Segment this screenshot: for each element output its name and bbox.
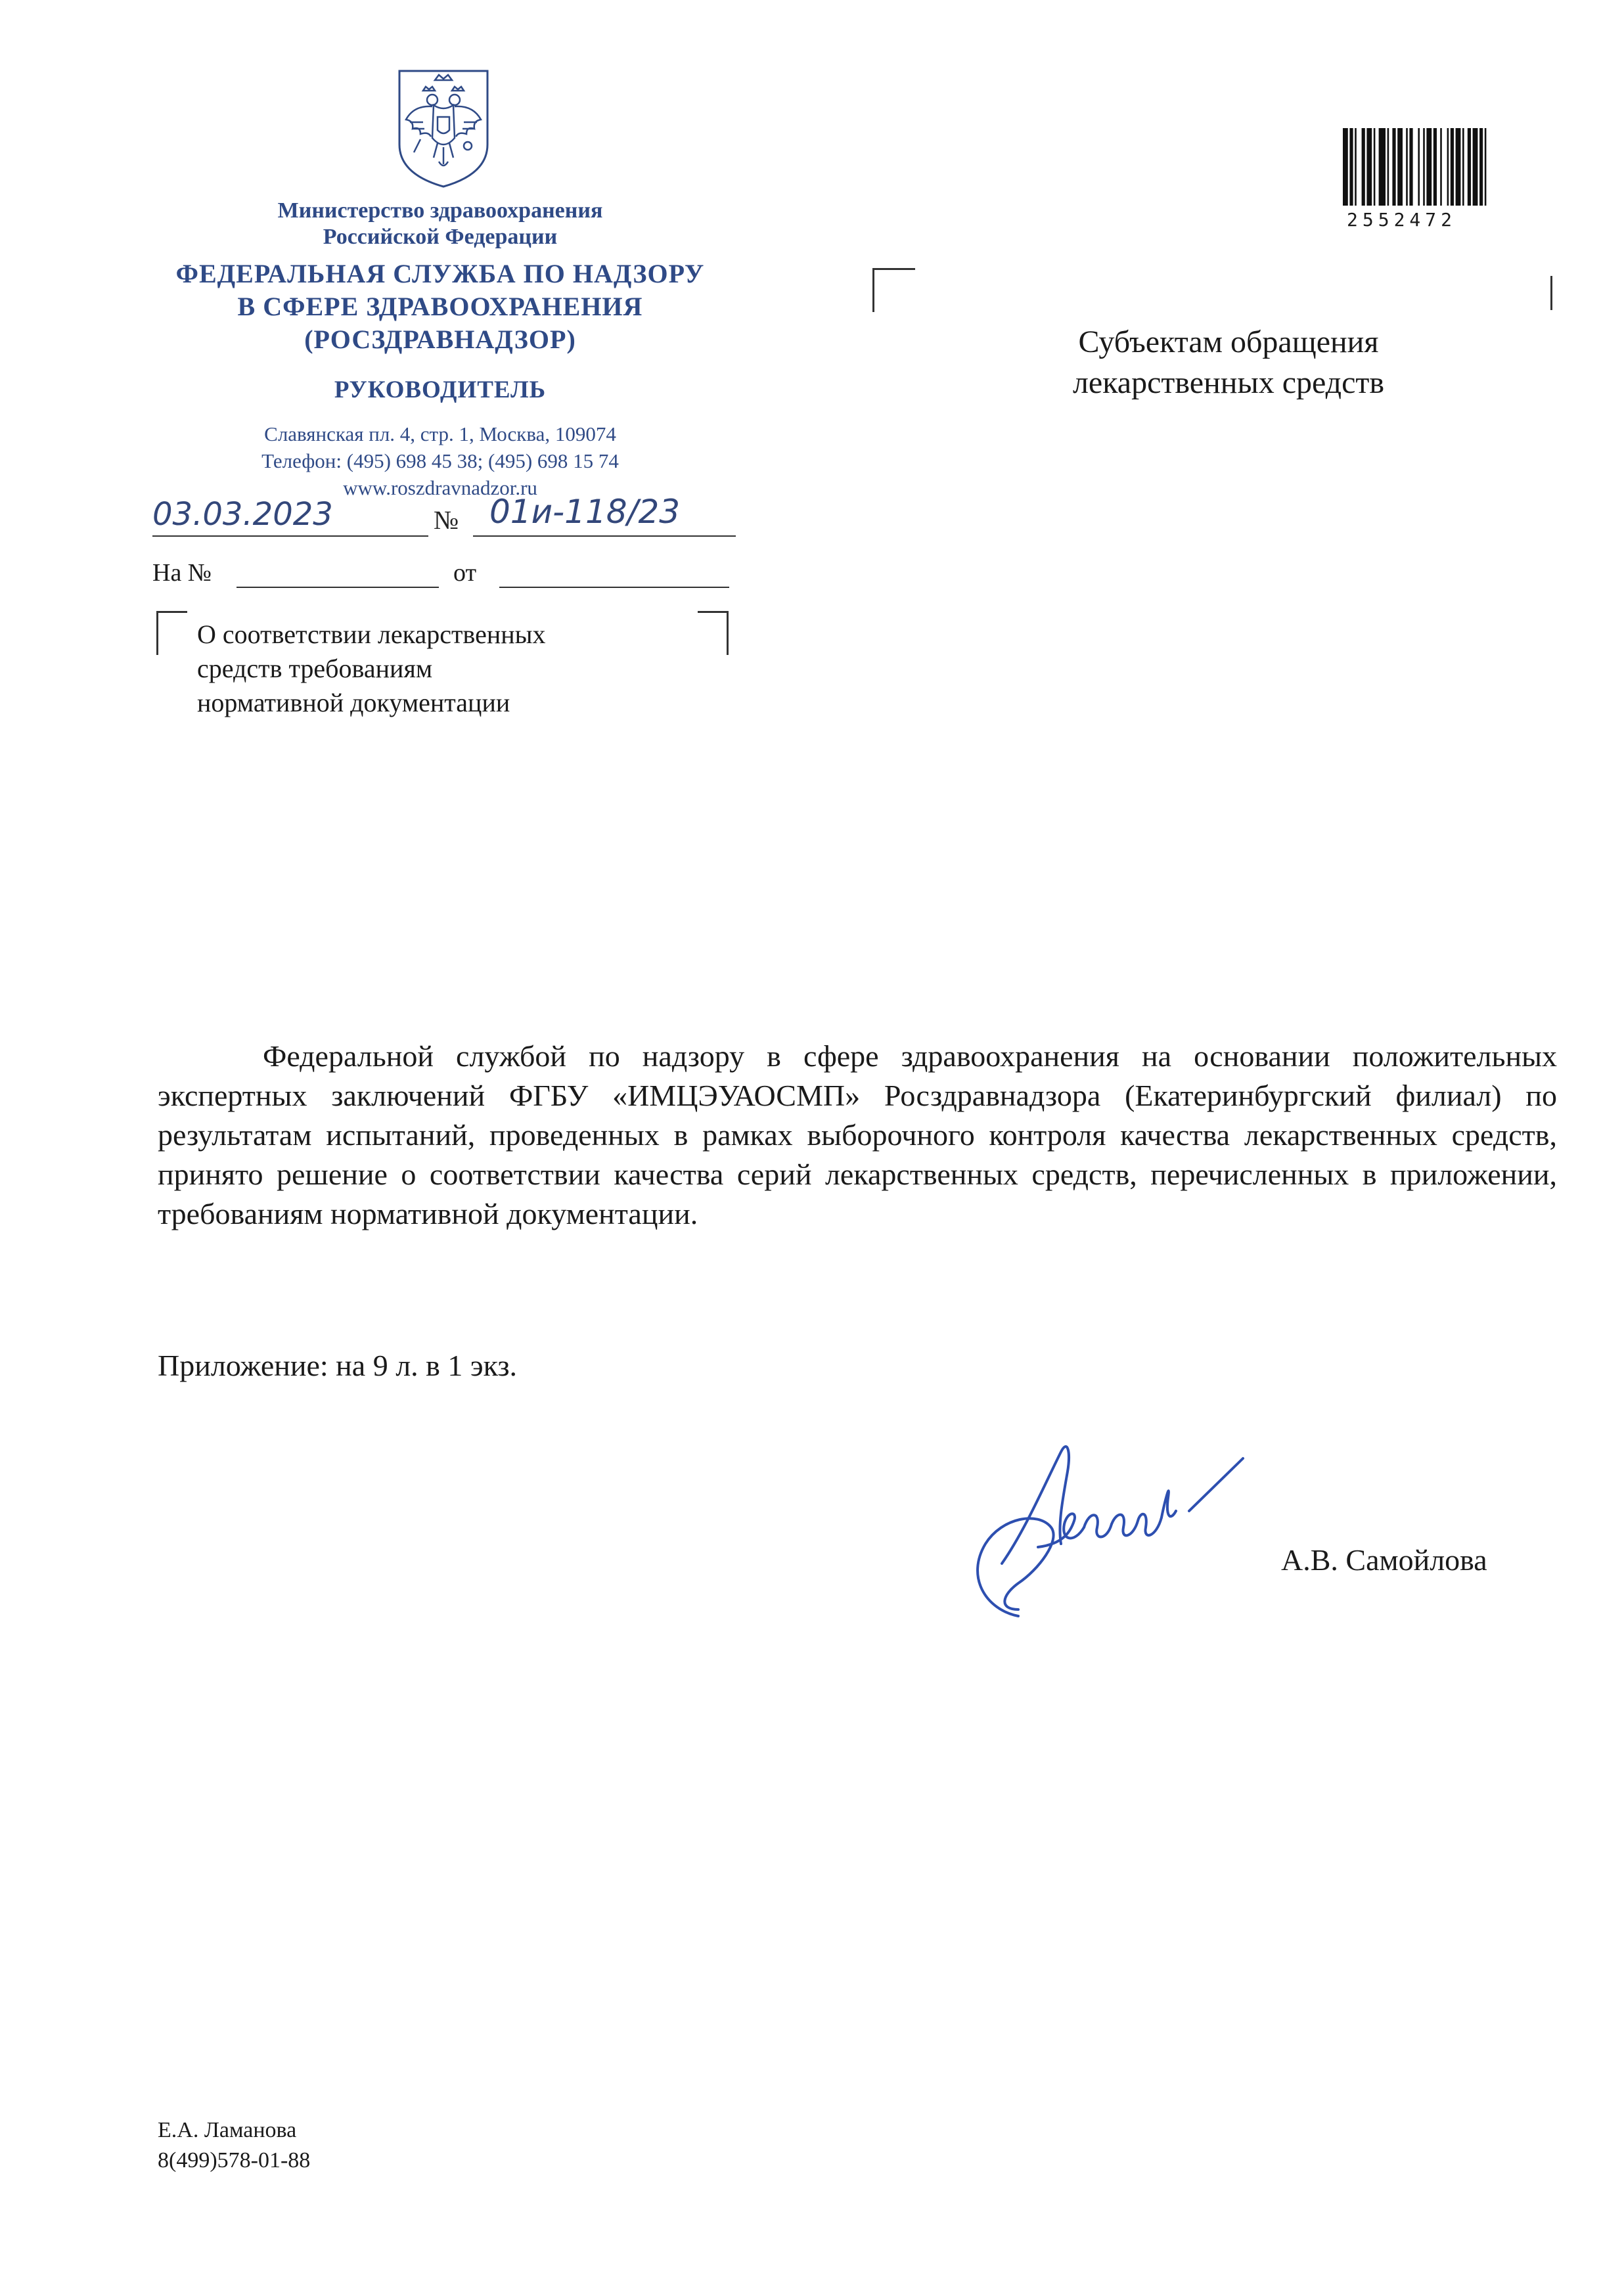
subject-line3: нормативной документации bbox=[197, 688, 510, 717]
reference-date-label: от bbox=[453, 559, 477, 587]
date-underline bbox=[152, 535, 428, 537]
head-title: РУКОВОДИТЕЛЬ bbox=[334, 376, 547, 403]
subject-line2: средств требованиям bbox=[197, 654, 433, 683]
service-name-line3: (РОСЗДРАВНАДЗОР) bbox=[304, 325, 576, 354]
number-underline bbox=[473, 535, 736, 537]
barcode-number: 2552472 bbox=[1347, 209, 1457, 231]
subject-corner-right bbox=[698, 611, 729, 655]
registration-number: 01и-118/23 bbox=[489, 493, 681, 531]
phone-line: Телефон: (495) 698 45 38; (495) 698 15 74 bbox=[261, 449, 619, 472]
addressee-corner-right bbox=[1550, 276, 1552, 310]
service-name-line1: ФЕДЕРАЛЬНАЯ СЛУЖБА ПО НАДЗОРУ bbox=[175, 259, 705, 288]
addressee-line2: лекарственных средств bbox=[1072, 365, 1385, 400]
ministry-name-line1: Министерство здравоохранения bbox=[277, 198, 603, 223]
addressee-block bbox=[1012, 322, 1445, 403]
address-line: Славянская пл. 4, стр. 1, Москва, 109074 bbox=[264, 422, 616, 445]
barcode bbox=[1340, 128, 1544, 206]
executor-name: Е.А. Ламанова bbox=[158, 2118, 297, 2142]
reference-number-blank bbox=[237, 587, 439, 588]
attachment-note: Приложение: на 9 л. в 1 экз. bbox=[158, 1349, 518, 1382]
addressee-corner-left bbox=[872, 268, 915, 312]
coat-of-arms-emblem bbox=[394, 66, 493, 191]
registration-date: 03.03.2023 bbox=[152, 496, 333, 533]
number-sign: № bbox=[434, 505, 459, 535]
signer-name: А.В. Самойлова bbox=[1281, 1543, 1487, 1577]
website-line: www.roszdravnadzor.ru bbox=[343, 476, 537, 499]
subject-line1: О соответствии лекарственных bbox=[197, 619, 546, 649]
subject-corner-left bbox=[156, 611, 187, 655]
reference-date-blank bbox=[499, 587, 729, 588]
ministry-name-line2: Российской Федерации bbox=[323, 225, 558, 249]
body-paragraph: Федеральной службой по надзору в сфере здравоохранения на основании положительных экспертных заключений ФГБУ «ИМЦЭУАОСМП» Росздравнадзора (Екатеринбургский филиал) по результатам испытаний, проведенных в рамках выборочного контроля качества лекарственных средств, принято решение о соответствии качества серий лекарственных средств, перечисленных в приложении, требованиям нормативной документации. bbox=[158, 1039, 1557, 1230]
service-name-line2: В СФЕРЕ ЗДРАВООХРАНЕНИЯ bbox=[237, 292, 643, 321]
reference-number-label: На № bbox=[152, 559, 212, 587]
addressee-line1: Субъектам обращения bbox=[1078, 325, 1379, 359]
handwritten-signature bbox=[939, 1412, 1268, 1629]
executor-phone: 8(499)578-01-88 bbox=[158, 2148, 311, 2172]
